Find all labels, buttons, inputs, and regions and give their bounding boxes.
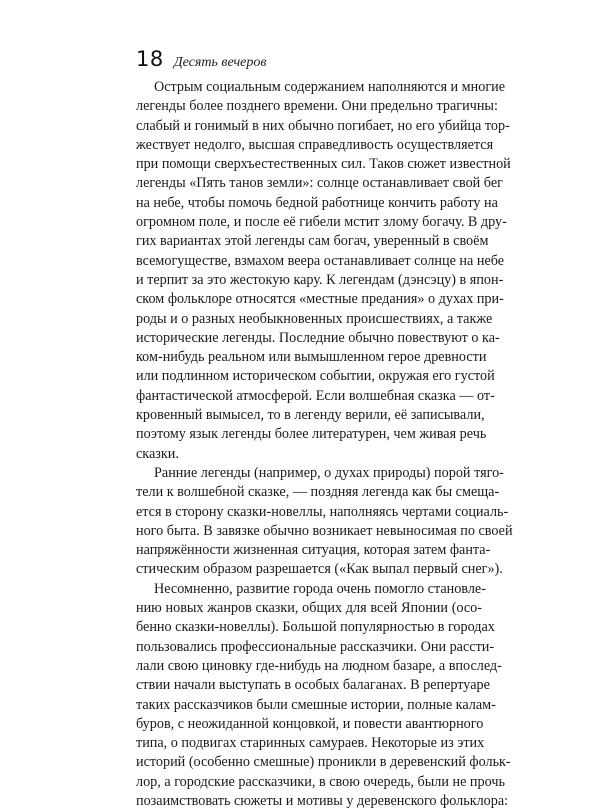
text-line: ствии начали выступать в особых балаганах. В репертуаре [136, 677, 490, 694]
text-line: роды и о разных необыкновенных происшествиях, а также [136, 310, 493, 327]
text-line: огромном поле, и после её гибели мстит злому богачу. В дру- [136, 214, 507, 231]
text-line: позаимствовать сюжеты и мотивы у деревенского фольклора: [136, 792, 509, 809]
text-line: нию новых жанров сказки, общих для всей Японии (осо- [136, 600, 482, 617]
text-line: жествует недолго, высшая справедливость осуществляется [136, 136, 494, 153]
text-line: Острым социальным содержанием наполняются и многие [154, 79, 506, 95]
text-line: и терпит за это жестокую кару. К легендам (дэнсэцу) в япон- [136, 271, 504, 288]
text-line: Несомненно, развитие города очень помогло становле- [154, 580, 486, 597]
text-line: гих вариантах этой легенды сам богач, уверенный в своём [136, 233, 489, 250]
body-text [136, 78, 513, 811]
text-line: сказки. [136, 445, 179, 462]
text-line: легенды «Пять танов земли»: солнце останавливает свой бег [136, 175, 503, 192]
text-line: стическим образом разрешается («Как выпал первый снег»). [136, 561, 503, 578]
text-line: Ранние легенды (например, о духах природы) порой тяго- [154, 464, 504, 481]
text-line: или подлинном историческом событии, окружая его густой [136, 368, 495, 385]
text-line: ется в сторону сказки-новеллы, наполняясь чертами социаль- [136, 503, 509, 520]
page-header [136, 47, 266, 71]
text-line: типа, о подвигах старинных самураев. Некоторые из этих [136, 735, 485, 752]
text-line: ного быта. В завязке обычно возникает невыносимая по своей [136, 522, 513, 539]
text-line: пользовались профессиональные рассказчики. Они рассти- [136, 638, 495, 655]
text-line: всемогуществе, взмахом веера останавливает солнце на небе [136, 252, 505, 269]
text-line: исторические легенды. Последние обычно повествуют о ка- [136, 329, 500, 346]
text-line: на небе, чтобы помочь бедной работнице кончить работу на [136, 194, 498, 211]
text-line: при помощи сверхъестественных сил. Таков сюжет известной [136, 156, 511, 173]
page-number: 18 [136, 47, 164, 71]
text-line: таких рассказчиков были смешные истории, полные калам- [136, 696, 496, 713]
text-line: поэтому язык легенды более литературен, чем живая речь [136, 426, 487, 443]
text-line: слабый и гонимый в них обычно погибает, но его убийца тор- [136, 117, 510, 134]
text-line: фантастической атмосферой. Если волшебная сказка — от- [136, 387, 495, 404]
text-line: историй (особенно смешные) проникли в деревенский фольк- [136, 754, 511, 771]
text-line: напряжённости жизненная ситуация, которая затем фанта- [136, 542, 491, 559]
text-line: лор, а городские рассказчики, в свою очередь, были не прочь [136, 773, 505, 790]
text-line: тели к волшебной сказке, — поздняя легенда как бы смеща- [136, 484, 500, 501]
text-line: ком-нибудь реальном или вымышленном герое древности [136, 349, 487, 366]
text-line: ском фольклоре относятся «местные предания» о духах при- [136, 291, 504, 308]
text-line: бенно сказки-новеллы). Большой популярностью в городах [136, 619, 495, 636]
text-line: буров, с неожиданной концовкой, и повести авантюрного [136, 715, 484, 732]
running-title: Десять вечеров [173, 55, 267, 70]
text-line: лали свою циновку где-нибудь на людном базаре, а впослед- [136, 657, 502, 674]
text-line: легенды более позднего времени. Они предельно трагичны: [136, 98, 498, 115]
text-line: кровенный вымысел, то в легенду верили, её записывали, [136, 407, 485, 424]
